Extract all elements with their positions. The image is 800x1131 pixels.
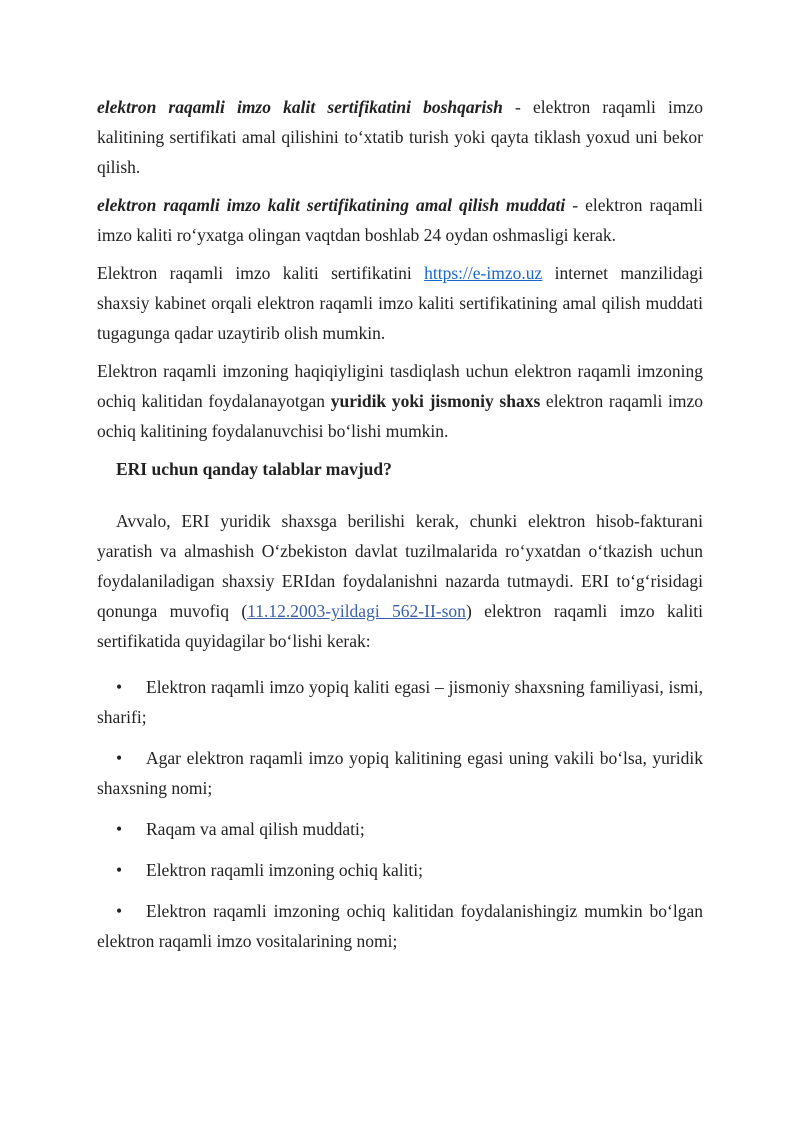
e-imzo-link[interactable]: https://e-imzo.uz (424, 263, 543, 283)
list-item-text: Raqam va amal qilish muddati; (146, 819, 365, 839)
list-item (97, 814, 703, 844)
list-item-text: Agar elektron raqamli imzo yopiq kalitining egasi uning vakili bo‘lsa, yuridik shaxsning nomi; (97, 748, 703, 798)
list-item-text: Elektron raqamli imzoning ochiq kalitidan foydalanishingiz mumkin bo‘lgan elektron raqamli imzo vositalarining nomi; (97, 901, 703, 951)
definition-text: - elektron raqamli imzo kaliti ro‘yxatga olingan vaqtdan boshlab 24 oydan oshmasligi kerak. (97, 195, 703, 245)
bold-phrase: yuridik yoki jismoniy shaxs (330, 391, 541, 411)
section-heading: ERI uchun qanday talablar mavjud? (116, 459, 392, 479)
definition-text: - elektron raqamli imzo kalitining sertifikati amal qilishini to‘xtatib turish yoki qayta tiklash yoxud uni bekor qilish. (97, 97, 703, 177)
bullet-icon: • (116, 860, 123, 880)
document-body (97, 92, 703, 967)
bullet-icon: • (116, 819, 123, 839)
paragraph-text: internet manzilidagi shaxsiy kabinet orqali elektron raqamli imzo kaliti sertifikatining amal qilish muddati tugagunga qadar uzaytirib olish mumkin. (97, 263, 704, 343)
paragraph-verification (97, 356, 703, 446)
paragraph-text: Elektron raqamli imzoning haqiqiyligini tasdiqlash uchun elektron raqamli imzoning ochiq kalitidan foydalanayotgan (97, 361, 703, 411)
paragraph-text: elektron raqamli imzo ochiq kalitining foydalanuvchisi bo‘lishi mumkin. (97, 391, 704, 441)
list-item (97, 855, 703, 885)
list-item (97, 896, 703, 956)
definition-term: elektron raqamli imzo kalit sertifikatini boshqarish (97, 97, 503, 117)
bullet-icon: • (116, 901, 123, 921)
bullet-icon: • (116, 677, 123, 697)
law-reference-link[interactable]: 11.12.2003-yildagi 562-II-son (247, 601, 466, 621)
paragraph-text: ) elektron raqamli imzo kaliti sertifikatida quyidagilar bo‘lishi kerak: (97, 601, 703, 651)
list-item-text: Elektron raqamli imzoning ochiq kaliti; (146, 860, 424, 880)
definition-term: elektron raqamli imzo kalit sertifikatining amal qilish muddati (97, 195, 566, 215)
paragraph-text: Elektron raqamli imzo kaliti sertifikatini (97, 263, 425, 283)
definition-paragraph-management (97, 92, 703, 182)
bullet-icon: • (116, 748, 123, 768)
list-item-text: Elektron raqamli imzo yopiq kaliti egasi – jismoniy shaxsning familiyasi, ismi, sharifi; (97, 677, 703, 727)
paragraph-text: Avvalo, ERI yuridik shaxsga berilishi kerak, chunki elektron hisob-fakturani yaratish va almashish O‘zbekiston davlat tuzilmalarida ro‘yxatdan o‘tkazish uchun foydalaniladigan shaxsiy ERIdan foydalanishni nazarda tutmaydi. ERI to‘g‘risidagi qonunga muvofiq ( (97, 511, 703, 621)
paragraph-requirements (97, 506, 703, 656)
definition-paragraph-validity (97, 190, 703, 250)
list-item (97, 672, 703, 732)
list-item (97, 743, 703, 803)
paragraph-renewal (97, 258, 703, 348)
